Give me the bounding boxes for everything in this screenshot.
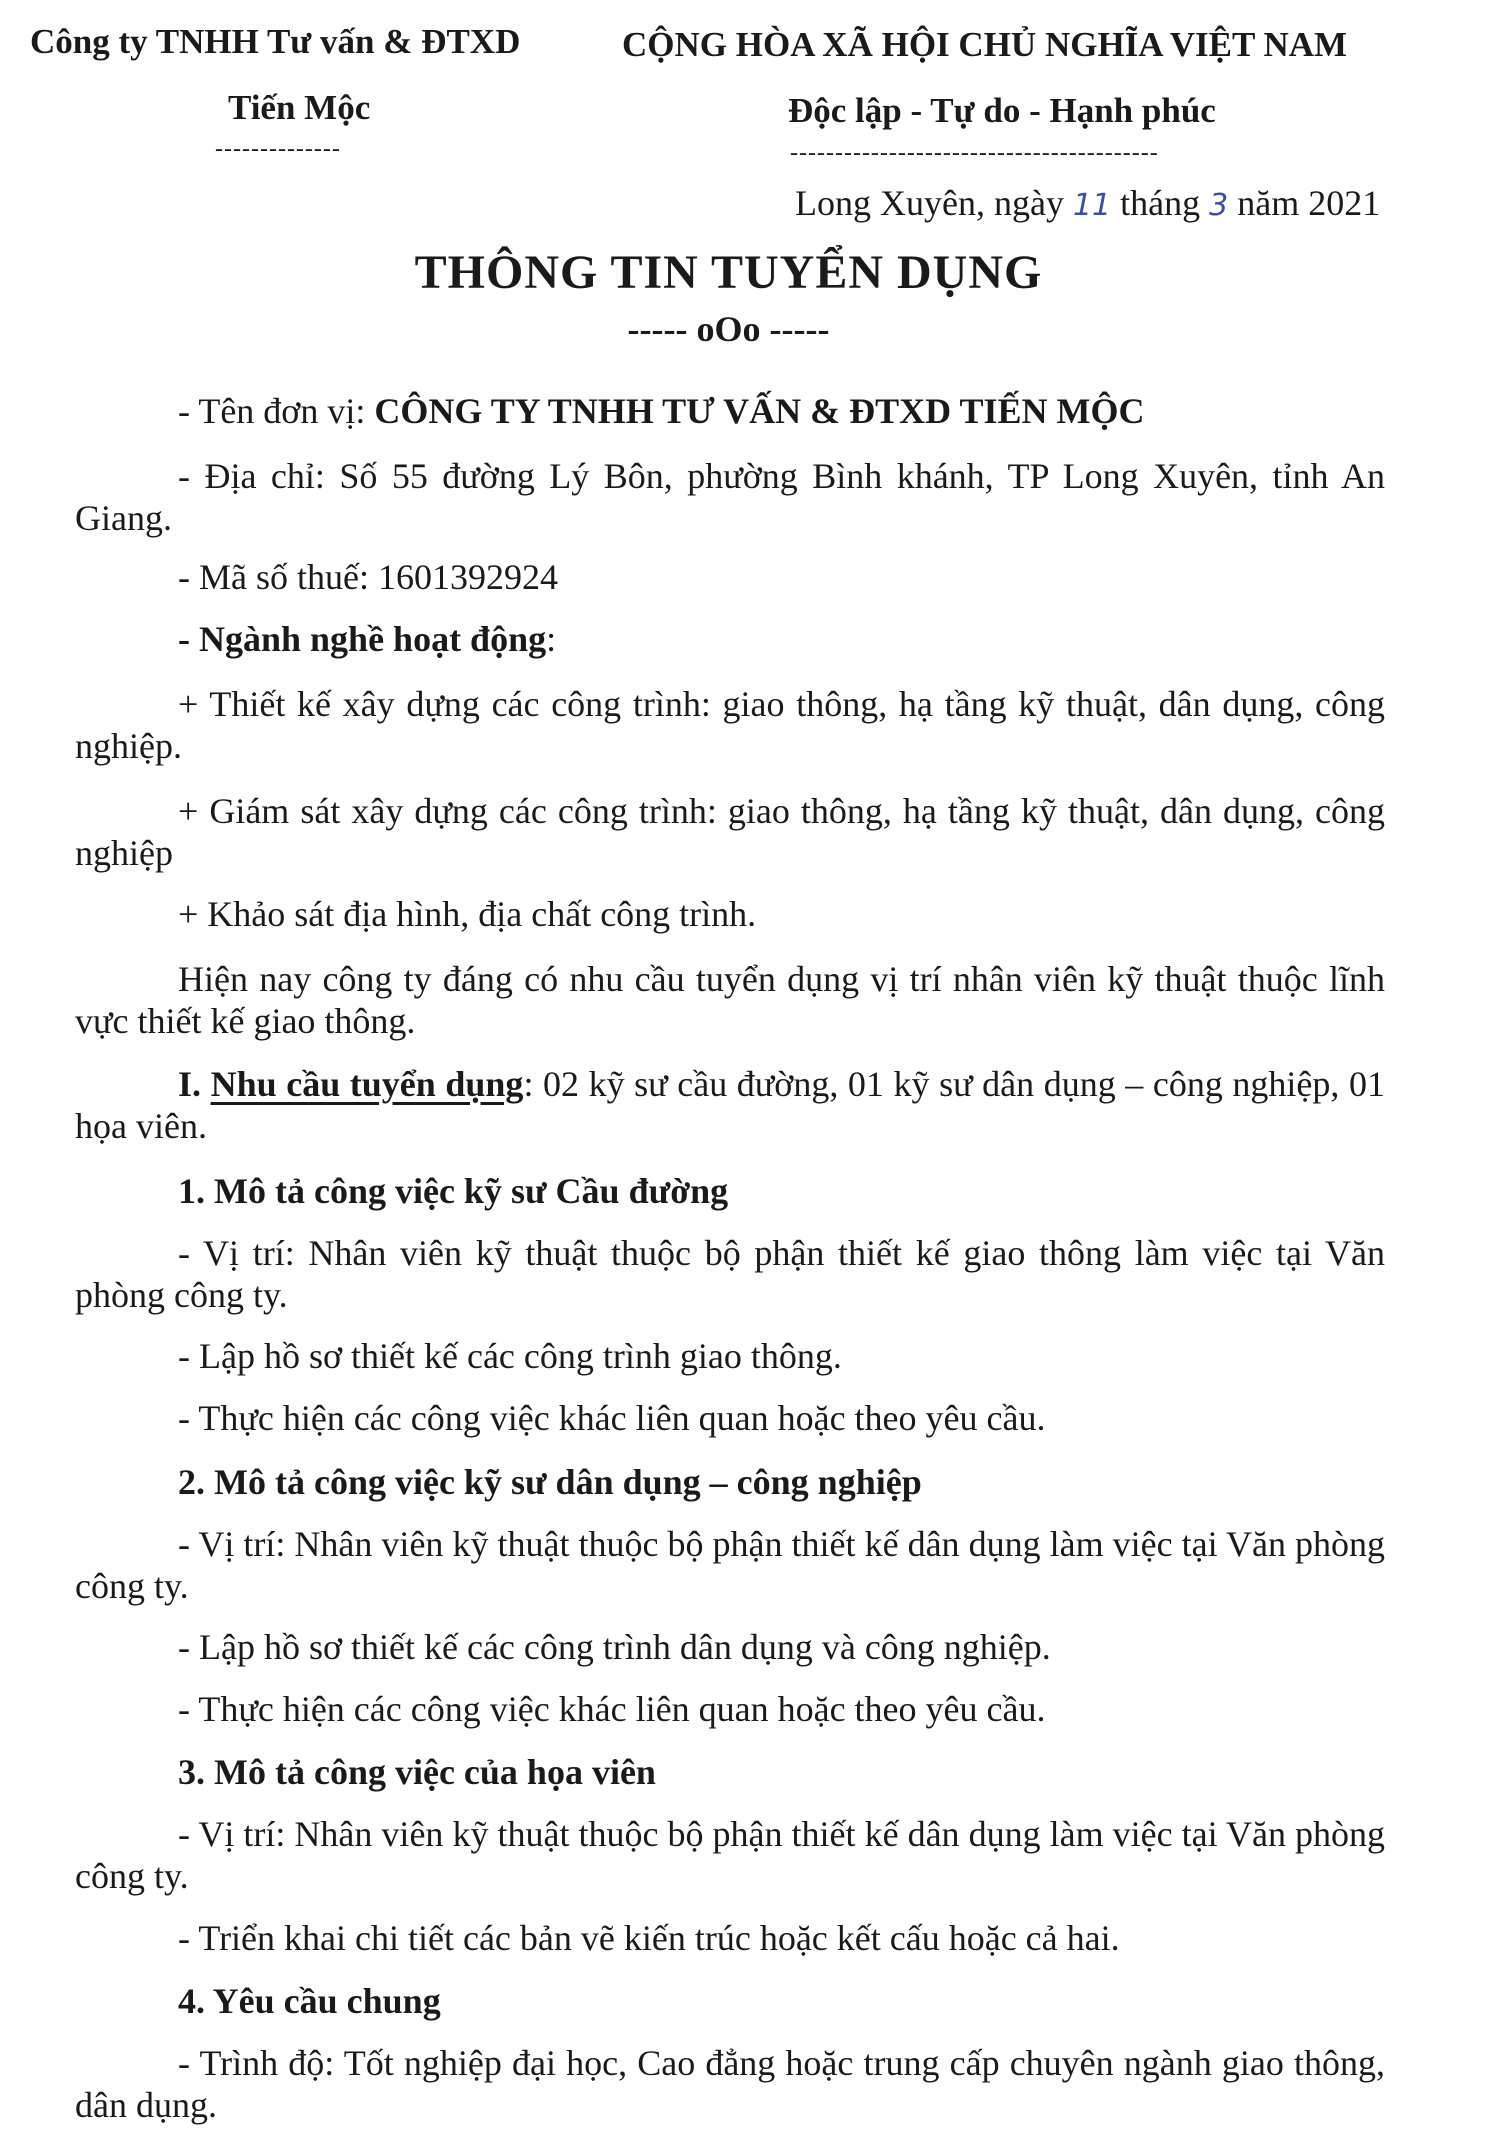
motto-rule: ----------------------------------------- bbox=[790, 140, 1159, 166]
sector-item: + Giám sát xây dựng các công trình: giao thông, hạ tầng kỹ thuật, dân dụng, công nghiệp bbox=[75, 791, 1385, 873]
date-day-handwritten: 11 bbox=[1072, 188, 1112, 223]
sector-item: + Thiết kế xây dựng các công trình: giao thông, hạ tầng kỹ thuật, dân dụng, công nghiệp. bbox=[75, 684, 1385, 766]
section1-numeral: I. bbox=[178, 1064, 211, 1104]
title-ornament: ----- oOo ----- bbox=[627, 309, 830, 349]
section1-paragraph bbox=[75, 1063, 1385, 1147]
date-place: Long Xuyên, ngày bbox=[795, 183, 1064, 223]
tax-code: - Mã số thuế: 1601392924 bbox=[178, 557, 558, 597]
job1-item: - Lập hồ sơ thiết kế các công trình giao thông. bbox=[178, 1336, 842, 1376]
date-line bbox=[795, 182, 1380, 224]
date-month-label: tháng bbox=[1120, 183, 1201, 223]
intro-paragraph: Hiện nay công ty đáng có nhu cầu tuyển dụng vị trí nhân viên kỹ thuật thuộc lĩnh vực thiết kế giao thông. bbox=[75, 959, 1385, 1041]
job3-item: - Triển khai chi tiết các bản vẽ kiến trúc hoặc kết cấu hoặc cả hai. bbox=[178, 1918, 1120, 1958]
job1-item: - Vị trí: Nhân viên kỹ thuật thuộc bộ phận thiết kế giao thông làm việc tại Văn phòng công ty. bbox=[75, 1233, 1385, 1315]
sector-heading: - Ngành nghề hoạt động bbox=[178, 619, 547, 659]
job2-item: - Lập hồ sơ thiết kế các công trình dân dụng và công nghiệp. bbox=[178, 1627, 1051, 1667]
job4-heading: 4. Yêu cầu chung bbox=[178, 1981, 441, 2021]
company-name-line1: Công ty TNHH Tư vấn & ĐTXD bbox=[30, 22, 521, 61]
company-rule: -------------- bbox=[215, 136, 341, 162]
company-name-line2: Tiến Mộc bbox=[228, 88, 371, 127]
national-motto: Độc lập - Tự do - Hạnh phúc bbox=[788, 91, 1216, 130]
job4-item: - Trình độ: Tốt nghiệp đại học, Cao đẳng hoặc trung cấp chuyên ngành giao thông, dân dụng. bbox=[75, 2043, 1385, 2125]
job1-item: - Thực hiện các công việc khác liên quan hoặc theo yêu cầu. bbox=[178, 1398, 1046, 1438]
company-name-label: - Tên đơn vị: bbox=[178, 391, 375, 431]
company-name-row bbox=[178, 390, 1144, 432]
country-name: CỘNG HÒA XÃ HỘI CHỦ NGHĨA VIỆT NAM bbox=[622, 25, 1348, 64]
job3-item: - Vị trí: Nhân viên kỹ thuật thuộc bộ phận thiết kế dân dụng làm việc tại Văn phòng công ty. bbox=[75, 1814, 1385, 1896]
job1-heading: 1. Mô tả công việc kỹ sư Cầu đường bbox=[178, 1171, 729, 1211]
company-name-value: CÔNG TY TNHH TƯ VẤN & ĐTXD TIẾN MỘC bbox=[374, 391, 1145, 431]
address: - Địa chỉ: Số 55 đường Lý Bôn, phường Bình khánh, TP Long Xuyên, tỉnh An Giang. bbox=[75, 456, 1385, 538]
date-year: năm 2021 bbox=[1237, 183, 1381, 223]
job3-heading: 3. Mô tả công việc của họa viên bbox=[178, 1752, 656, 1792]
document-title: THÔNG TIN TUYỂN DỤNG bbox=[414, 246, 1043, 299]
sector-heading-row bbox=[178, 618, 556, 660]
sector-item: + Khảo sát địa hình, địa chất công trình. bbox=[178, 894, 757, 934]
job2-item: - Thực hiện các công việc khác liên quan hoặc theo yêu cầu. bbox=[178, 1689, 1046, 1729]
section1-heading: Nhu cầu tuyển dụng bbox=[210, 1064, 524, 1104]
sector-heading-colon: : bbox=[546, 619, 557, 659]
date-month-handwritten: 3 bbox=[1209, 188, 1229, 223]
job2-heading: 2. Mô tả công việc kỹ sư dân dụng – công nghiệp bbox=[178, 1462, 922, 1502]
job2-item: - Vị trí: Nhân viên kỹ thuật thuộc bộ phận thiết kế dân dụng làm việc tại Văn phòng công ty. bbox=[75, 1524, 1385, 1606]
section1-text: : 02 kỹ sư cầu đường, 01 kỹ sư dân dụng – công nghiệp, 01 họa viên. bbox=[75, 1064, 1385, 1146]
